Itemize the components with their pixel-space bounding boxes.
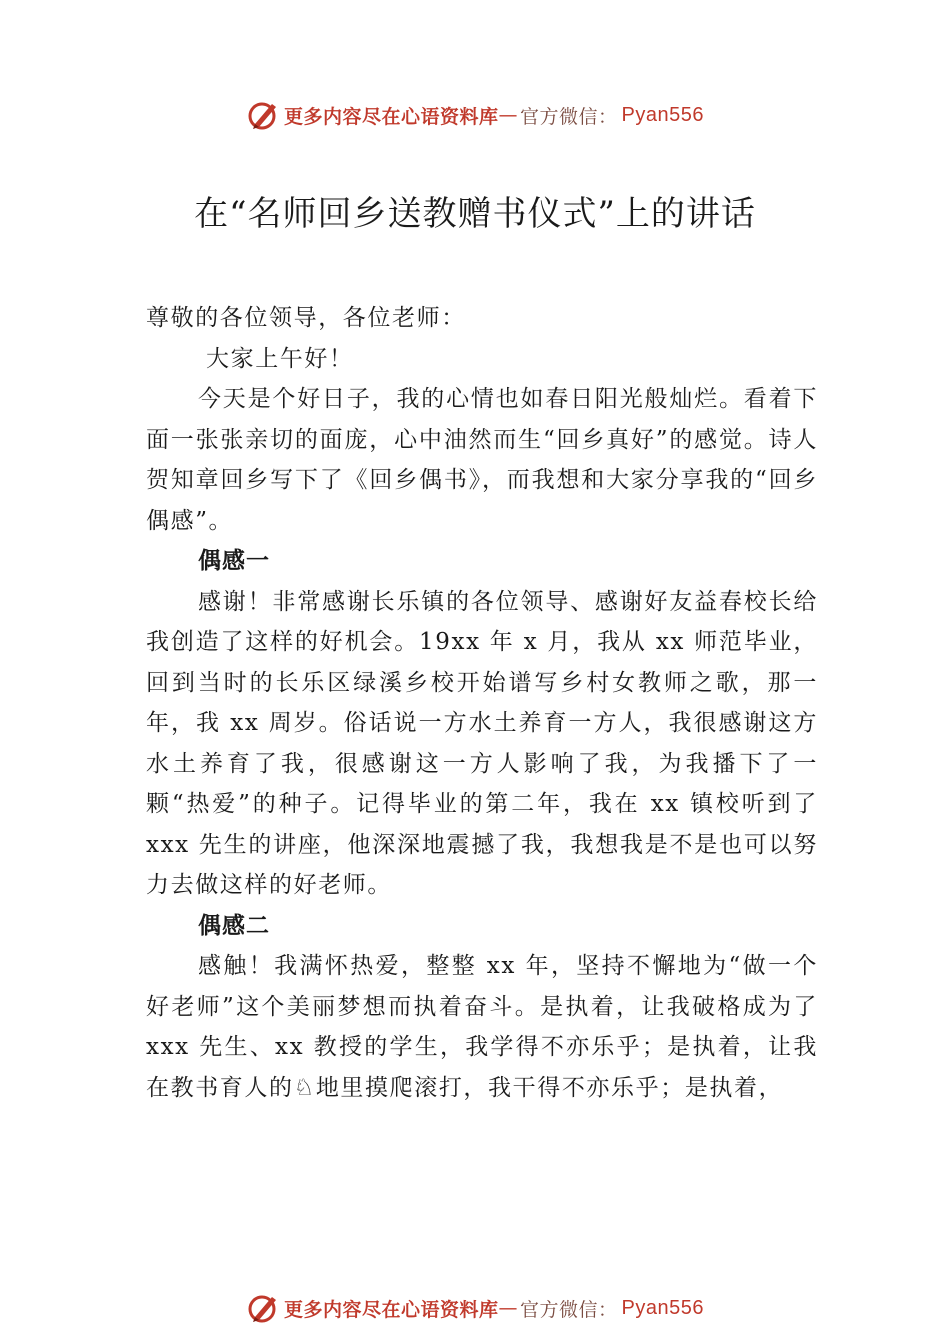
greeting: 大家上午好！ [206, 345, 354, 372]
section-paragraph-1: 感谢！非常感谢长乐镇的各位领导、感谢好友益春校长给我创造了这样的好机会。19xx 年 x 月，我从 xx 师范毕业，回到当时的长乐区绿溪乡校开始谱写乡村女教师之歌，那一年，我 xx 周岁。俗话说一方水土养育一方人，我很感谢这方水土养育了我，很感谢这一方人影响了我，为我播下了一颗“热爱”的种子。记得毕业的第二年，我在 xx 镇校听到了 xxx 先生的讲座，他深深地震撼了我，我想我是不是也可以努力去做这样的好老师。 [146, 588, 818, 898]
intro-paragraph: 今天是个好日子，我的心情也如春日阳光般灿烂。看着下面一张张亲切的面庞，心中油然而生“回乡真好”的感觉。诗人贺知章回乡写下了《回乡偶书》，而我想和大家分享我的“回乡偶感”。 [146, 386, 818, 534]
salutation: 尊敬的各位领导，各位老师： [146, 305, 466, 331]
watermark-official-label: 官方微信： [520, 1298, 618, 1321]
watermark-dash: — [498, 1297, 519, 1319]
watermark-dash: — [498, 104, 519, 126]
watermark-text: 更多内容尽在心语资料库 [284, 1298, 499, 1321]
watermark-wechat-id: Pyan556 [621, 103, 704, 126]
section-paragraph-2: 感触！我满怀热爱，整整 xx 年，坚持不懈地为“做一个好老师”这个美丽梦想而执着奋斗。是执着，让我破格成为了 xxx 先生、xx 教授的学生，我学得不亦乐乎；是执着，让我在教书育人的♘地里摸爬滚打，我干得不亦乐乎；是执着， [146, 953, 818, 1101]
watermark-wechat-id: Pyan556 [621, 1296, 704, 1319]
watermark-footer [0, 1288, 950, 1328]
pen-logo-icon [246, 1291, 280, 1325]
section-heading-1: 偶感一 [198, 548, 270, 574]
document-body [146, 298, 818, 1108]
watermark-official-label: 官方微信： [520, 105, 618, 128]
watermark-text: 更多内容尽在心语资料库 [284, 105, 499, 128]
section-heading-2: 偶感二 [198, 912, 270, 939]
watermark-header [0, 95, 950, 135]
document-title: 在“名师回乡送教赠书仪式”上的讲话 [194, 194, 756, 234]
pen-logo-icon [246, 98, 280, 132]
